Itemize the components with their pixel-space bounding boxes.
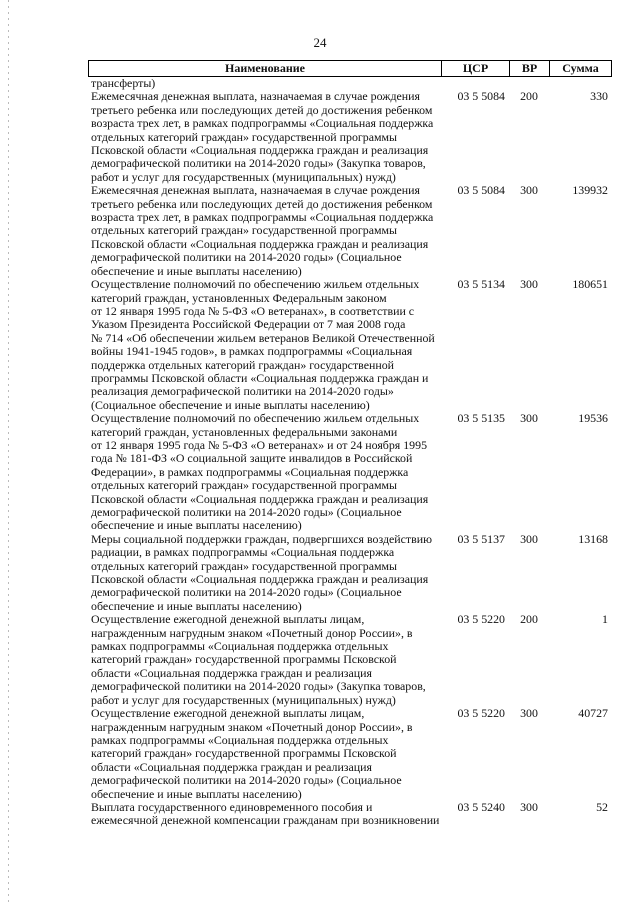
header-sum: Сумма <box>549 61 612 76</box>
row-name-line: демографической политики на 2014-2020 годы» (Социальное <box>91 250 402 265</box>
row-csr-cell: 03 5 5084 <box>457 89 505 104</box>
row-name-line: обеспечение и иные выплаты населению) <box>91 518 302 533</box>
row-name-line: демографической политики на 2014-2020 годы» (Социальное <box>91 773 402 788</box>
row-name-cell <box>88 77 441 90</box>
row-sum-cell: 40727 <box>578 706 608 721</box>
row-name-line: Ежемесячная денежная выплата, назначаемая в случае рождения <box>91 89 420 104</box>
row-name-line: категорий граждан» государственной программы Псковской <box>91 746 397 761</box>
row-vr-cell: 300 <box>520 706 538 721</box>
row-name-line: рамках подпрограммы «Социальная поддержка отдельных <box>91 639 389 654</box>
row-name-line: ежемесячной денежной компенсации гражданам при возникновении <box>91 813 440 828</box>
header-name: Наименование <box>88 61 441 76</box>
page-number: 24 <box>313 35 327 50</box>
row-csr-cell: 03 5 5220 <box>457 706 505 721</box>
row-name-cell <box>88 613 441 707</box>
row-name-line: отдельных категорий граждан» государственной программы <box>91 223 398 238</box>
budget-table <box>88 60 612 828</box>
row-name-line: обеспечение и иные выплаты населению) <box>91 263 302 278</box>
row-name-cell <box>88 801 441 828</box>
row-name-line: Псковской области «Социальная поддержка граждан и реализация <box>91 143 429 158</box>
row-name-line: Выплата государственного единовременного пособия и <box>91 799 373 814</box>
row-name-line: демографической политики на 2014-2020 годы» (Закупка товаров, <box>91 156 426 171</box>
row-name-line: реализация демографической политики на 2014-2020 годы» <box>91 384 394 399</box>
row-csr-cell: 03 5 5220 <box>457 612 505 627</box>
row-name-line: № 714 «Об обеспечении жильем ветеранов Великой Отечественной <box>91 330 435 345</box>
row-name-cell <box>88 412 441 533</box>
row-name-line: обеспечение и иные выплаты населению) <box>91 598 302 613</box>
row-sum-cell: 13168 <box>578 531 608 546</box>
row-name-line: Псковской области «Социальная поддержка граждан и реализация <box>91 572 429 587</box>
header-csr: ЦСР <box>441 61 509 76</box>
table-row <box>88 278 612 412</box>
row-name-line: поддержка отдельных категорий граждан» государственной <box>91 357 395 372</box>
row-name-line: работ и услуг для государственных (муниципальных) нужд) <box>91 692 396 707</box>
row-name-line: Осуществление полномочий по обеспечению жильем отдельных <box>91 277 420 292</box>
row-name-line: возраста трех лет, в рамках подпрограммы «Социальная поддержка <box>91 116 434 131</box>
row-name-line: демографической политики на 2014-2020 годы» (Социальное <box>91 505 402 519</box>
row-vr-cell: 300 <box>520 411 538 426</box>
row-csr-cell: 03 5 5084 <box>457 183 505 198</box>
row-name-line: Осуществление ежегодной денежной выплаты лицам, <box>91 612 365 627</box>
scan-edge-mark <box>8 0 9 905</box>
row-name-line: Осуществление полномочий по обеспечению жильем отдельных <box>91 411 420 426</box>
row-name-line: отдельных категорий граждан» государственной программы <box>91 129 398 144</box>
row-sum-cell: 19536 <box>578 411 608 426</box>
row-name-line: третьего ребенка или последующих детей до достижения ребенком <box>91 196 433 211</box>
row-name-line: трансферты) <box>91 76 156 90</box>
row-name-line: отдельных категорий граждан» государственной программы <box>91 558 398 573</box>
table-row <box>88 533 612 613</box>
row-sum-cell: 139932 <box>572 183 608 198</box>
row-vr-cell: 300 <box>520 277 538 292</box>
row-name-cell <box>88 90 441 184</box>
row-name-line: области «Социальная поддержка граждан и реализация <box>91 759 372 774</box>
row-name-line: от 12 января 1995 года № 5-ФЗ «О ветеранах», в соответствии с <box>91 303 415 318</box>
row-name-line: Псковской области «Социальная поддержка граждан и реализация <box>91 491 429 506</box>
row-vr-cell: 300 <box>520 183 538 198</box>
row-csr-cell: 03 5 5137 <box>457 531 505 546</box>
row-sum-cell <box>549 77 612 90</box>
row-name-line: войны 1941-1945 годов», в рамках подпрограммы «Социальная <box>91 344 413 359</box>
row-sum-cell: 52 <box>596 799 608 814</box>
table-row <box>88 77 612 90</box>
table-header <box>88 60 612 77</box>
row-name-line: (Социальное обеспечение и иные выплаты населению) <box>91 397 370 412</box>
row-name-line: третьего ребенка или последующих детей до достижения ребенком <box>91 102 433 117</box>
row-name-line: категорий граждан, установленных Федеральным законом <box>91 290 387 305</box>
row-name-line: возраста трех лет, в рамках подпрограммы «Социальная поддержка <box>91 210 434 225</box>
table-row <box>88 412 612 533</box>
row-sum-cell: 180651 <box>572 277 608 292</box>
row-name-line: Псковской области «Социальная поддержка граждан и реализация <box>91 236 429 251</box>
row-name-line: демографической политики на 2014-2020 годы» (Социальное <box>91 585 402 600</box>
row-vr-cell: 300 <box>520 531 538 546</box>
table-body <box>88 77 612 828</box>
row-sum-cell: 330 <box>590 89 608 104</box>
row-name-line: обеспечение и иные выплаты населению) <box>91 786 302 801</box>
row-name-cell <box>88 184 441 278</box>
row-name-line: Меры социальной поддержки граждан, подвергшихся воздействию <box>91 531 432 546</box>
row-name-line: работ и услуг для государственных (муниципальных) нужд) <box>91 169 396 184</box>
table-row <box>88 184 612 278</box>
row-name-line: Осуществление ежегодной денежной выплаты лицам, <box>91 706 365 721</box>
row-name-line: Федерации», в рамках подпрограммы «Социальная поддержка <box>91 464 409 479</box>
row-name-line: области «Социальная поддержка граждан и реализация <box>91 665 372 680</box>
table-row <box>88 90 612 184</box>
row-name-line: награжденным нагрудным знаком «Почетный донор России», в <box>91 719 413 734</box>
row-name-cell <box>88 707 441 801</box>
row-name-line: рамках подпрограммы «Социальная поддержка отдельных <box>91 732 389 747</box>
row-vr-cell <box>509 77 549 90</box>
row-name-line: отдельных категорий граждан» государственной программы <box>91 478 398 493</box>
row-csr-cell <box>441 77 509 90</box>
row-csr-cell: 03 5 5134 <box>457 277 505 292</box>
row-vr-cell: 200 <box>520 612 538 627</box>
row-name-cell <box>88 278 441 412</box>
row-sum-cell: 1 <box>602 612 608 627</box>
row-csr-cell: 03 5 5135 <box>457 411 505 426</box>
row-csr-cell: 03 5 5240 <box>457 799 505 814</box>
row-name-line: года № 181-ФЗ «О социальной защите инвалидов в Российской <box>91 451 413 466</box>
header-vr: ВР <box>509 61 549 76</box>
row-name-line: радиации, в рамках подпрограммы «Социальная поддержка <box>91 545 395 560</box>
row-name-line: от 12 января 1995 года № 5-ФЗ «О ветеранах» и от 24 ноября 1995 <box>91 437 428 452</box>
table-row <box>88 801 612 828</box>
row-name-line: Указом Президента Российской Федерации от 7 мая 2008 года <box>91 317 406 332</box>
row-name-line: категорий граждан, установленных федеральными законами <box>91 424 398 439</box>
row-vr-cell: 300 <box>520 799 538 814</box>
row-name-line: Ежемесячная денежная выплата, назначаемая в случае рождения <box>91 183 420 198</box>
row-name-cell <box>88 533 441 613</box>
row-vr-cell: 200 <box>520 89 538 104</box>
row-name-line: награжденным нагрудным знаком «Почетный донор России», в <box>91 625 413 640</box>
row-name-line: демографической политики на 2014-2020 годы» (Закупка товаров, <box>91 679 426 694</box>
table-row <box>88 613 612 707</box>
table-row <box>88 707 612 801</box>
row-name-line: программы Псковской области «Социальная поддержка граждан и <box>91 370 429 385</box>
row-name-line: категорий граждан» государственной программы Псковской <box>91 652 397 667</box>
